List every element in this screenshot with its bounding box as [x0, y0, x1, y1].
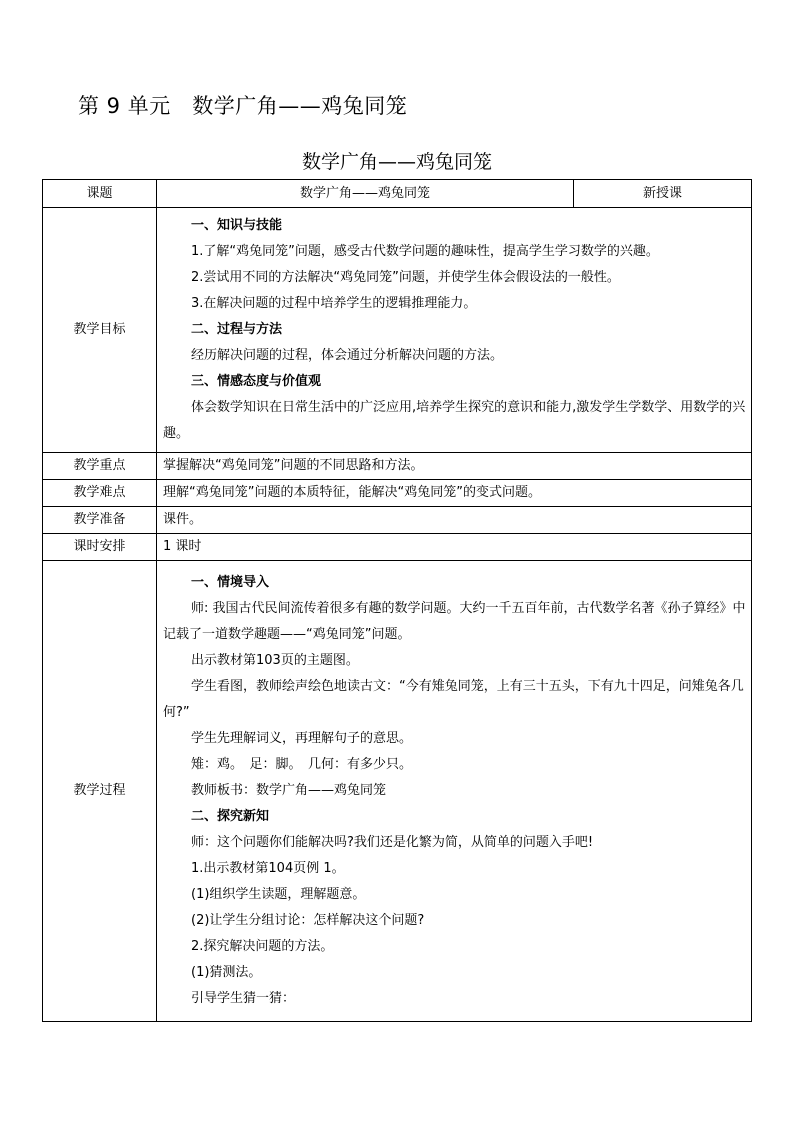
- process-para-4: 学生先理解词义，再理解句子的意思。: [191, 731, 413, 746]
- key-value: 掌握解决“鸡兔同笼”问题的不同思路和方法。: [157, 453, 752, 480]
- table-row-goals: [43, 208, 752, 453]
- lesson-type: 新授课: [574, 180, 752, 208]
- goals-label: 教学目标: [43, 208, 157, 453]
- process-content: [157, 561, 752, 1022]
- process-para-12: (1)猜测法。: [191, 965, 262, 980]
- schedule-label: 课时安排: [43, 534, 157, 561]
- lesson-plan-table: [42, 179, 752, 1022]
- lesson-title: 数学广角——鸡兔同笼: [301, 151, 492, 173]
- goals-line-2: 2.尝试用不同的方法解决“鸡兔同笼”问题，并使学生体会假设法的一般性。: [191, 270, 620, 285]
- goals-content: [157, 208, 752, 453]
- process-para-11: 2.探究解决问题的方法。: [191, 939, 334, 954]
- schedule-value: 1 课时: [157, 534, 752, 561]
- table-row-topic: [43, 180, 752, 208]
- unit-title: 第 9 单元 数学广角——鸡兔同笼: [78, 94, 408, 118]
- process-para-2: 出示教材第103页的主题图。: [191, 653, 359, 668]
- process-para-5: 雉：鸡。 足：脚。 几何：有多少只。: [191, 757, 413, 772]
- goals-line-3: 3.在解决问题的过程中培养学生的逻辑推理能力。: [191, 296, 477, 311]
- process-para-10: (2)让学生分组讨论：怎样解决这个问题?: [191, 913, 425, 928]
- table-row-process: [43, 561, 752, 1022]
- goals-heading-2: 二、过程与方法: [191, 322, 283, 337]
- table-row-prep: [43, 507, 752, 534]
- table-row-schedule: [43, 534, 752, 561]
- prep-value: 课件。: [157, 507, 752, 534]
- difficulty-value: 理解“鸡兔同笼”问题的本质特征，能解决“鸡兔同笼”的变式问题。: [157, 480, 752, 507]
- process-label: 教学过程: [43, 561, 157, 1022]
- process-para-7: 师：这个问题你们能解决吗?我们还是化繁为简，从简单的问题入手吧!: [191, 835, 594, 850]
- goals-heading-3: 三、情感态度与价值观: [191, 374, 322, 389]
- process-para-6: 教师板书：数学广角——鸡兔同笼: [191, 783, 387, 798]
- difficulty-label: 教学难点: [43, 480, 157, 507]
- goals-line-5: 体会数学知识在日常生活中的广泛应用,培养学生探究的意识和能力,激发学生学数学、用数学的兴趣。: [163, 400, 746, 441]
- goals-line-4: 经历解决问题的过程，体会通过分析解决问题的方法。: [191, 348, 504, 363]
- process-para-3: 学生看图，教师绘声绘色地读古文：“今有雉兔同笼，上有三十五头，下有九十四足，问雉兔各几何?”: [163, 679, 744, 720]
- process-heading-2: 二、探究新知: [191, 809, 270, 824]
- table-row-key: [43, 453, 752, 480]
- goals-heading-1: 一、知识与技能: [191, 218, 283, 233]
- process-para-13: 引导学生猜一猜：: [191, 991, 296, 1006]
- process-heading-1: 一、情境导入: [191, 575, 270, 590]
- prep-label: 教学准备: [43, 507, 157, 534]
- process-para-9: (1)组织学生读题，理解题意。: [191, 887, 366, 902]
- process-para-1: 师: 我国古代民间流传着很多有趣的数学问题。大约一千五百年前，古代数学名著《孙子算经》中记载了一道数学趣题——“鸡兔同笼”问题。: [163, 601, 746, 642]
- process-para-8: 1.出示教材第104页例 1。: [191, 861, 345, 876]
- topic-value: 数学广角——鸡兔同笼: [157, 180, 574, 208]
- goals-line-1: 1.了解“鸡兔同笼”问题，感受古代数学问题的趣味性，提高学生学习数学的兴趣。: [191, 244, 659, 259]
- key-label: 教学重点: [43, 453, 157, 480]
- table-row-difficulty: [43, 480, 752, 507]
- topic-label: 课题: [43, 180, 157, 208]
